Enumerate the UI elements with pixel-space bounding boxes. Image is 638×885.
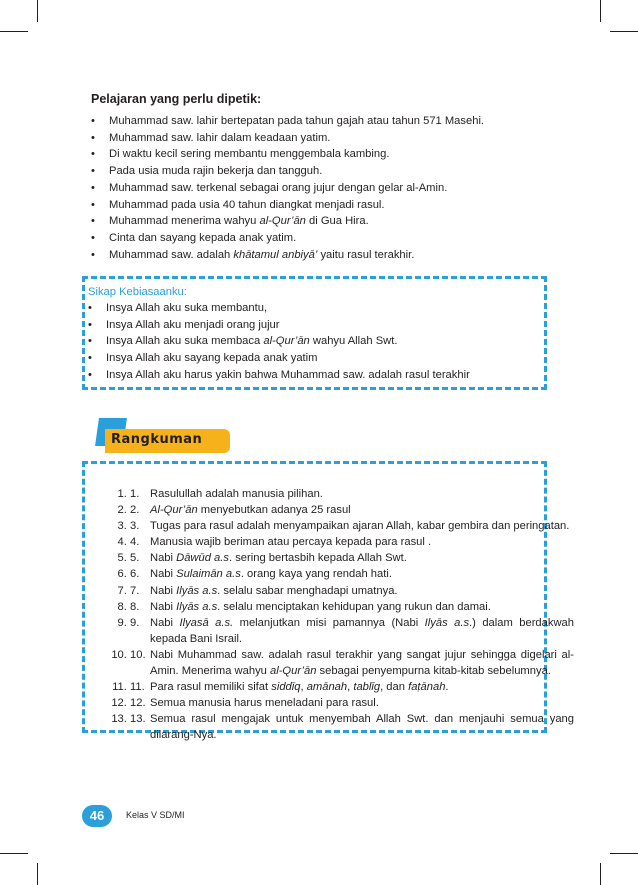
habit-item: • Insya Allah aku menjadi orang jujur [88,317,538,334]
crop-mark [0,853,28,854]
crop-mark [600,0,601,22]
crop-mark [37,0,38,22]
habits-title: Sikap Kebiasaanku: [88,286,187,298]
habit-item: • Insya Allah aku suka membantu, [88,300,538,317]
summary-heading: Rangkuman [111,432,203,447]
summary-item: 7. 7. Nabi Ilyās a.s. selalu sabar menghadapi umatnya. [130,583,574,599]
habit-item: • Insya Allah aku suka membaca al-Qur’ān wahyu Allah Swt. [88,333,538,350]
summary-item: 3. 3. Tugas para rasul adalah menyampaikan ajaran Allah, kabar gembira dan peringatan. [130,518,574,534]
crop-mark [610,31,638,32]
lesson-item: • Muhammad pada usia 40 tahun diangkat menjadi rasul. [91,197,561,214]
lesson-item: • Muhammad saw. terkenal sebagai orang jujur dengan gelar al-Amin. [91,180,561,197]
lesson-title: Pelajaran yang perlu dipetik: [91,92,262,106]
lesson-item: • Cinta dan sayang kepada anak yatim. [91,230,561,247]
page-number: 46 [82,805,112,827]
summary-item: 13. 13. Semua rasul mengajak untuk menyembah Allah Swt. dan menjauhi semua yang dilarang-Nya. [130,711,574,743]
summary-item: 8. 8. Nabi Ilyās a.s. selalu menciptakan kehidupan yang rukun dan damai. [130,599,574,615]
summary-item: 1. 1. Rasulullah adalah manusia pilihan. [130,486,574,502]
lesson-item: • Di waktu kecil sering membantu menggembala kambing. [91,146,561,163]
summary-item: 9. 9. Nabi Ilyasā a.s. melanjutkan misi pamannya (Nabi Ilyās a.s.) dalam berdakwah kepada Bani Israil. [130,615,574,647]
lesson-item: • Muhammad saw. adalah khātamul anbiyā’ yaitu rasul terakhir. [91,247,561,264]
crop-mark [37,863,38,885]
lesson-item: • Muhammad menerima wahyu al-Qur’ān di Gua Hira. [91,213,561,230]
summary-item: 2. 2. Al-Qur’ān menyebutkan adanya 25 rasul [130,502,574,518]
lesson-item: • Muhammad saw. lahir dalam keadaan yatim. [91,130,561,147]
summary-banner [97,418,230,454]
habit-item: • Insya Allah aku harus yakin bahwa Muhammad saw. adalah rasul terakhir [88,367,538,384]
lesson-item: • Muhammad saw. lahir bertepatan pada tahun gajah atau tahun 571 Masehi. [91,113,561,130]
summary-item: 11. 11. Para rasul memiliki sifat siddīq, amānah, tablīg, dan faṭānah. [130,679,574,695]
habits-list [88,300,538,384]
summary-item: 5. 5. Nabi Dāwūd a.s. sering bertasbih kepada Allah Swt. [130,550,574,566]
summary-item: 10. 10. Nabi Muhammad saw. adalah rasul terakhir yang sangat jujur sehingga digelari al-Amin. Menerima wahyu al-Qur’ān sebagai penyempurna kitab-kitab sebelumnya. [130,647,574,679]
crop-mark [610,853,638,854]
summary-list [90,486,574,744]
summary-item: 6. 6. Nabi Sulaimān a.s. orang kaya yang rendah hati. [130,566,574,582]
crop-mark [600,863,601,885]
footer-book-label: Kelas V SD/MI [126,810,185,820]
lesson-list [91,113,561,263]
lesson-item: • Pada usia muda rajin bekerja dan tangguh. [91,163,561,180]
crop-mark [0,31,28,32]
summary-item: 12. 12. Semua manusia harus meneladani para rasul. [130,695,574,711]
summary-item: 4. 4. Manusia wajib beriman atau percaya kepada para rasul . [130,534,574,550]
habit-item: • Insya Allah aku sayang kepada anak yatim [88,350,538,367]
